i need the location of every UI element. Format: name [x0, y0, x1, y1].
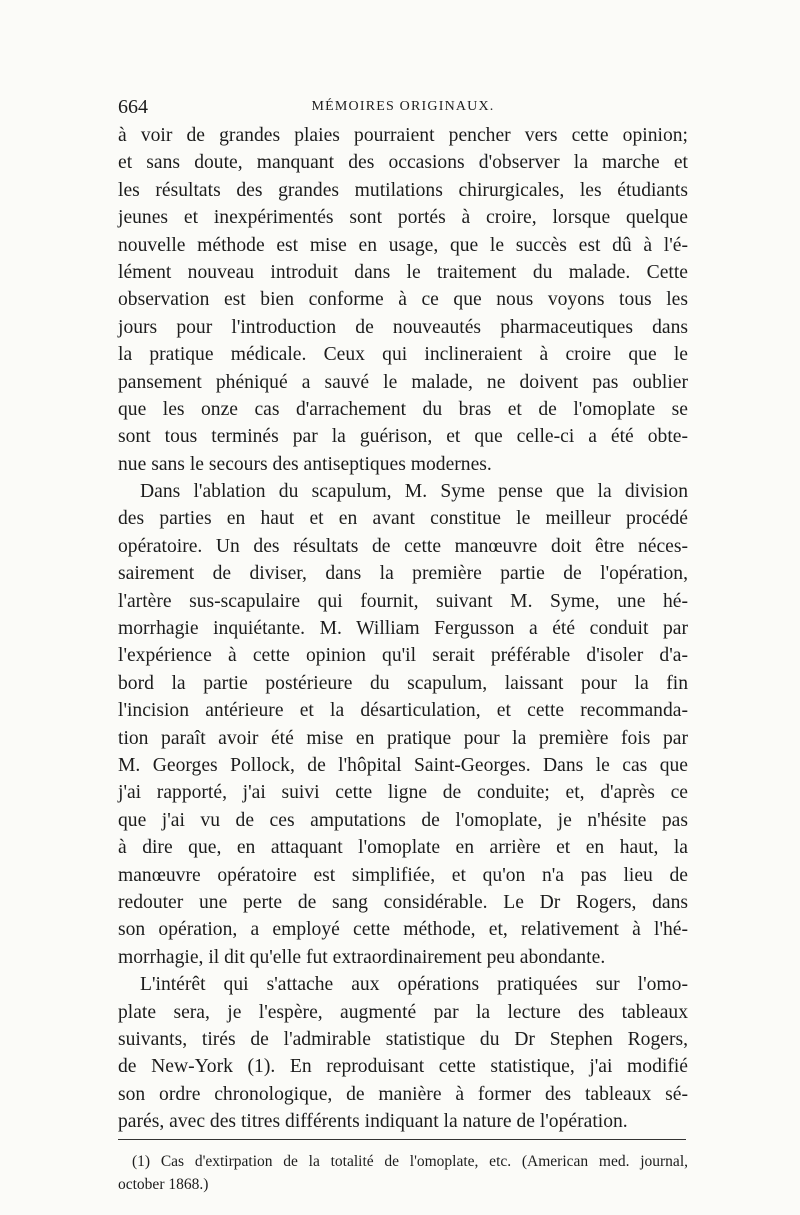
page-number: 664: [118, 96, 148, 118]
text-line: pansement phéniqué a sauvé le malade, ne doivent pas oublier: [118, 371, 688, 393]
text-line: parés, avec des titres différents indiquant la nature de l'opération.: [118, 1111, 628, 1133]
text-line: manœuvre opératoire est simplifiée, et qu'on n'a pas lieu de: [118, 864, 688, 886]
text-line: M. Georges Pollock, de l'hôpital Saint-Georges. Dans le cas que: [118, 754, 688, 776]
text-line: bord la partie postérieure du scapulum, laissant pour la fin: [118, 672, 688, 694]
running-head: MÉMOIRES ORIGINAUX.: [311, 99, 495, 114]
page-header: [118, 96, 688, 122]
text-line: et sans doute, manquant des occasions d'observer la marche et: [118, 152, 688, 174]
text-line: sont tous terminés par la guérison, et que celle-ci a été obte-: [118, 426, 688, 448]
text-line: tion paraît avoir été mise en pratique pour la première fois par: [118, 727, 688, 749]
footnotes: [118, 1150, 688, 1196]
text-line: son opération, a employé cette méthode, et, relativement à l'hé-: [118, 919, 688, 941]
text-line: à voir de grandes plaies pourraient pencher vers cette opinion;: [118, 125, 688, 146]
text-line: L'intérêt qui s'attache aux opérations pratiquées sur l'omo-: [140, 974, 688, 996]
footnote-rule: [118, 1139, 686, 1140]
text-line: les résultats des grandes mutilations chirurgicales, les étudiants: [118, 179, 688, 201]
text-line: l'incision antérieure et la désarticulation, et cette recommanda-: [118, 700, 688, 722]
text-line: que les onze cas d'arrachement du bras et de l'omoplate se: [118, 398, 688, 420]
footnote-line: october 1868.): [118, 1176, 209, 1193]
text-line: suivants, tirés de l'admirable statistique du Dr Stephen Rogers,: [118, 1028, 688, 1050]
text-line: lément nouveau introduit dans le traitement du malade. Cette: [118, 261, 688, 283]
text-line: morrhagie, il dit qu'elle fut extraordinairement peu abondante.: [118, 946, 606, 968]
text-line: jeunes et inexpérimentés sont portés à croire, lorsque quelque: [118, 207, 688, 229]
text-line: plate sera, je l'espère, augmenté par la lecture des tableaux: [118, 1001, 688, 1023]
text-line: morrhagie inquiétante. M. William Fergusson a été conduit par: [118, 618, 688, 640]
text-line: que j'ai vu de ces amputations de l'omoplate, je n'hésite pas: [118, 809, 688, 831]
text-line: son ordre chronologique, de manière à former des tableaux sé-: [118, 1083, 688, 1105]
text-line: redouter une perte de sang considérable. Le Dr Rogers, dans: [118, 891, 688, 913]
text-line: opératoire. Un des résultats de cette manœuvre doit être néces-: [118, 535, 688, 557]
text-line: l'expérience à cette opinion qu'il serait préférable d'isoler d'a-: [118, 645, 688, 667]
text-line: l'artère sus-scapulaire qui fournit, suivant M. Syme, une hé-: [118, 590, 688, 612]
text-line: nouvelle méthode est mise en usage, que le succès est dû à l'é-: [118, 234, 688, 256]
text-line: à dire que, en attaquant l'omoplate en arrière et en haut, la: [118, 837, 688, 859]
text-line: sairement de diviser, dans la première partie de l'opération,: [118, 563, 688, 585]
text-line: j'ai rapporté, j'ai suivi cette ligne de conduite; et, d'après ce: [118, 782, 688, 804]
text-line: la pratique médicale. Ceux qui inclineraient à croire que le: [118, 344, 688, 366]
text-line: des parties en haut et en avant constitue le meilleur procédé: [118, 508, 688, 530]
body-text: [118, 122, 688, 1135]
text-line: observation est bien conforme à ce que nous voyons tous les: [118, 289, 688, 311]
text-line: jours pour l'introduction de nouveautés pharmaceutiques dans: [118, 316, 688, 338]
text-line: de New-York (1). En reproduisant cette statistique, j'ai modifié: [118, 1056, 688, 1078]
text-line: Dans l'ablation du scapulum, M. Syme pense que la division: [140, 481, 688, 503]
text-line: nue sans le secours des antiseptiques modernes.: [118, 453, 492, 475]
book-page: [118, 0, 688, 1215]
footnote-line: (1) Cas d'extirpation de la totalité de l'omoplate, etc. (American med. journal,: [132, 1153, 688, 1170]
